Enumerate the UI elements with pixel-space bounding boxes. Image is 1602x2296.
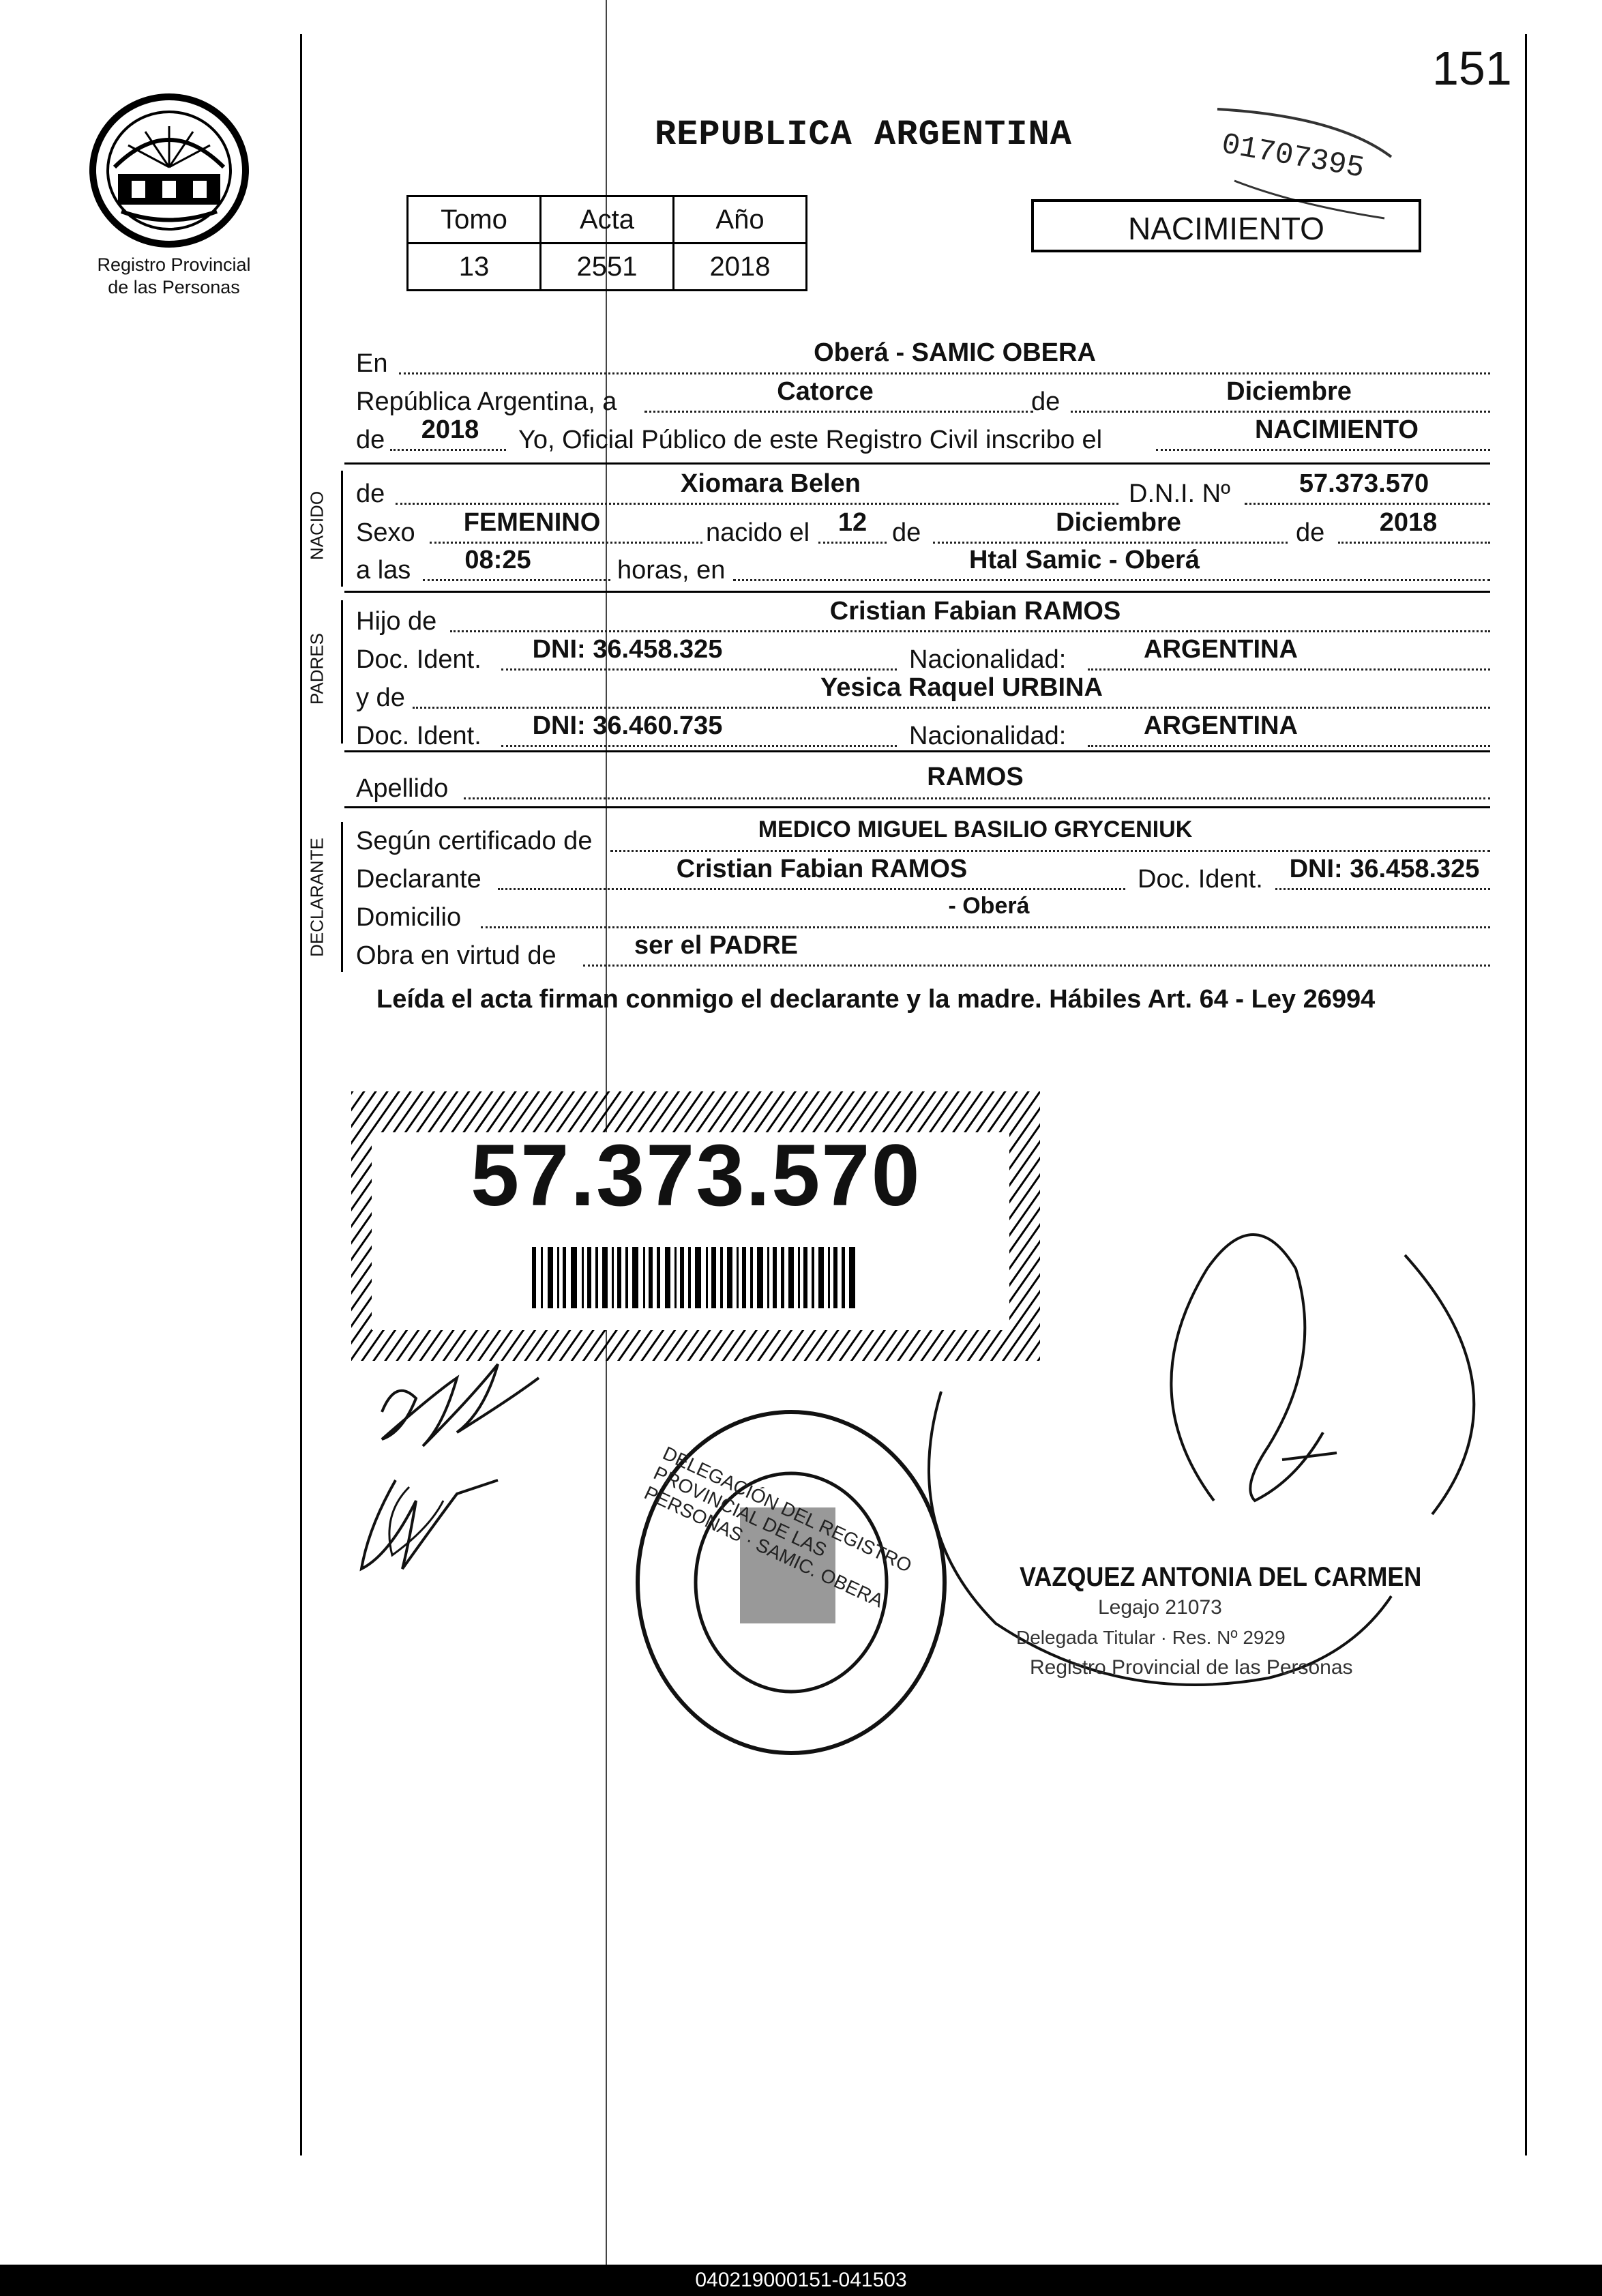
year-field: 2018 (421, 415, 479, 444)
logo-caption-line2: de las Personas (108, 277, 240, 297)
father-doc-field: DNI: 36.458.325 (532, 635, 723, 664)
padres-section-label: PADRES (306, 633, 327, 705)
father-nat-label: Nacionalidad: (909, 645, 1067, 674)
province-logo (80, 92, 258, 252)
header-acta: Acta (541, 196, 674, 244)
nacido-de-label-3: de (1296, 518, 1325, 547)
domicilio-label: Domicilio (356, 903, 462, 932)
declarant-signature-icon (341, 1351, 587, 1596)
birth-hospital-field: Htal Samic - Oberá (969, 546, 1200, 574)
father-nationality-field: ARGENTINA (1144, 635, 1298, 664)
nacido-de-label-2: de (892, 518, 921, 547)
seal-text: DELEGACIÓN DEL REGISTRO PROVINCIAL DE LAS PERSONAS · SAMIC. OBERA (641, 1442, 915, 1612)
official-role: Delegada Titular · Res. Nº 2929 (1016, 1627, 1286, 1648)
logo-caption (75, 254, 273, 299)
obra-label: Obra en virtud de (356, 941, 557, 970)
domicilio-field: - Oberá (948, 893, 1030, 919)
footer-code: 040219000151-041503 (695, 2269, 907, 2291)
right-margin-line (1525, 34, 1527, 2155)
year-prefix-label: de (356, 426, 385, 454)
birth-day-field: 12 (837, 508, 867, 537)
official-registry: Registro Provincial de las Personas (1030, 1656, 1353, 1679)
nacido-el-label: nacido el (706, 518, 810, 547)
declarante-name-field: Cristian Fabian RAMOS (676, 855, 968, 883)
barcode-dni-number: 57.373.570 (471, 1127, 921, 1224)
mother-doc-label: Doc. Ident. (356, 722, 481, 750)
father-doc-label: Doc. Ident. (356, 645, 481, 674)
closing-note: Leída el acta firman conmigo el declarante y la madre. Hábiles Art. 64 - Ley 26994 (376, 985, 1376, 1014)
official-name: VAZQUEZ ANTONIA DEL CARMEN (1020, 1562, 1422, 1592)
horas-label: horas, en (617, 556, 726, 585)
a-las-label: a las (356, 556, 411, 585)
logo-caption-line1: Registro Provincial (97, 254, 251, 275)
mother-nat-label: Nacionalidad: (909, 722, 1067, 750)
y-de-label: y de (356, 683, 405, 712)
month-field: Diciembre (1226, 377, 1352, 406)
value-tomo: 13 (408, 244, 541, 291)
act-field: NACIMIENTO (1255, 415, 1419, 444)
de-label: de (1031, 387, 1060, 416)
apellido-label: Apellido (356, 774, 449, 803)
mother-nationality-field: ARGENTINA (1144, 711, 1298, 740)
sexo-label: Sexo (356, 518, 415, 547)
nacido-de-label: de (356, 480, 385, 508)
value-acta: 2551 (541, 244, 674, 291)
birth-time-field: 08:25 (464, 546, 531, 574)
hijo-de-label: Hijo de (356, 607, 437, 636)
record-type-box: NACIMIENTO (1031, 199, 1421, 252)
record-reference-table (406, 195, 807, 291)
child-name-field: Xiomara Belen (681, 469, 861, 498)
page-number: 151 (1432, 42, 1512, 95)
en-label: En (356, 349, 388, 378)
declarante-label: Declarante (356, 865, 481, 894)
child-dni-field: 57.373.570 (1299, 469, 1429, 498)
sexo-field: FEMENINO (463, 508, 601, 537)
birth-month-field: Diciembre (1056, 508, 1181, 537)
official-legajo: Legajo 21073 (1098, 1596, 1222, 1619)
statement-text: Yo, Oficial Público de este Registro Civil inscribo el (518, 426, 1103, 454)
mother-doc-field: DNI: 36.460.735 (532, 711, 723, 740)
declarante-doc-field: DNI: 36.458.325 (1289, 855, 1480, 883)
document-title: REPUBLICA ARGENTINA (655, 115, 1072, 155)
header-tomo: Tomo (408, 196, 541, 244)
misiones-shield-icon (80, 92, 258, 249)
declarante-section-label: DECLARANTE (306, 838, 327, 957)
certificate-field: MEDICO MIGUEL BASILIO GRYCENIUK (758, 816, 1193, 842)
birth-year-field: 2018 (1379, 508, 1438, 537)
value-ano: 2018 (674, 244, 807, 291)
obra-field: ser el PADRE (634, 931, 799, 960)
declarante-doc-label: Doc. Ident. (1138, 865, 1263, 894)
day-words-field: Catorce (777, 377, 874, 406)
father-name-field: Cristian Fabian RAMOS (829, 597, 1121, 625)
segun-label: Según certificado de (356, 827, 593, 855)
stamp-number: 01707395 (1219, 128, 1367, 186)
dni-label: D.N.I. Nº (1129, 480, 1230, 508)
header-ano: Año (674, 196, 807, 244)
apellido-field: RAMOS (927, 763, 1024, 791)
birth-place-field: Oberá - SAMIC OBERA (814, 338, 1096, 367)
mother-name-field: Yesica Raquel URBINA (820, 673, 1103, 702)
left-margin-line (300, 34, 302, 2155)
republica-label: República Argentina, a (356, 387, 617, 416)
nacido-section-label: NACIDO (306, 490, 327, 561)
